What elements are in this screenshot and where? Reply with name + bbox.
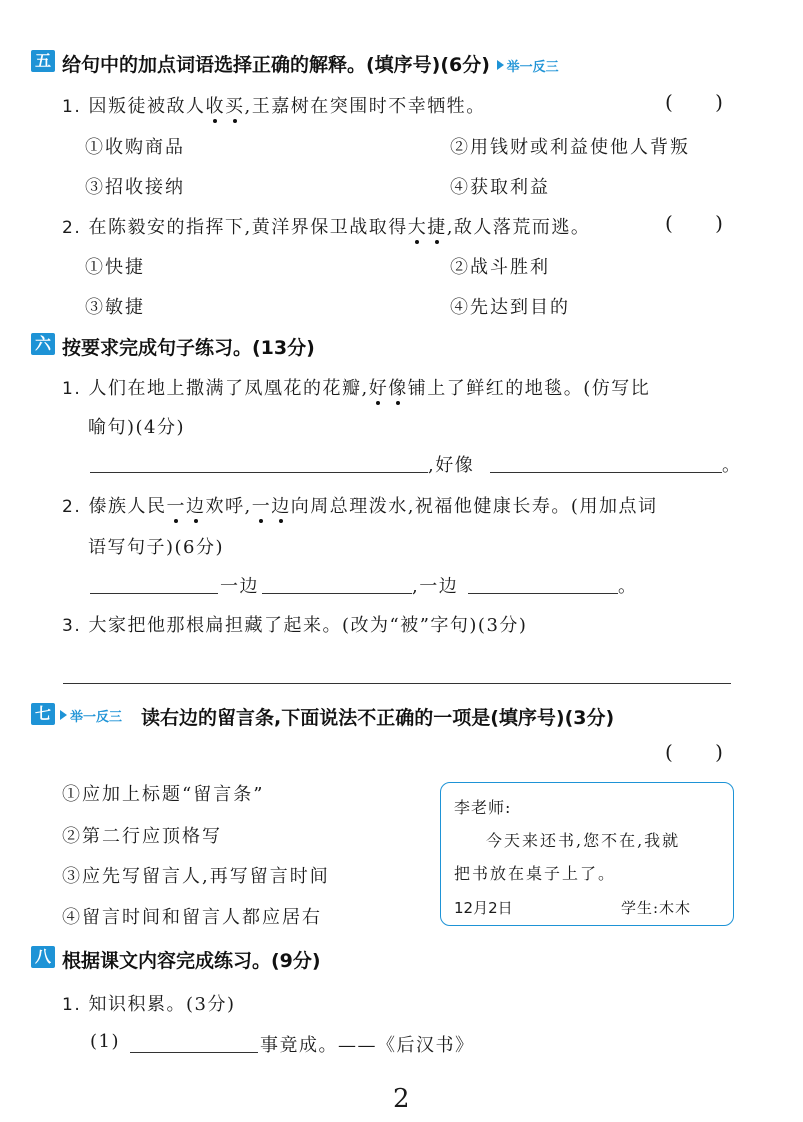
section-5-title bbox=[62, 50, 559, 77]
arrow-right-icon bbox=[60, 710, 67, 720]
answer-blank[interactable] bbox=[130, 1052, 258, 1053]
option-3: ③招收接纳 bbox=[85, 177, 185, 198]
question-text-post: ,敌人落荒而逃。 bbox=[446, 217, 591, 238]
dotted-char: 边 bbox=[185, 496, 206, 517]
answer-blank[interactable] bbox=[90, 593, 218, 594]
blank-connector: ,一边 bbox=[412, 576, 459, 597]
section-5-tag-text: 举一反三 bbox=[506, 60, 559, 75]
question-text-post: ,王嘉树在突围时不幸牺牲。 bbox=[244, 96, 486, 117]
sub-question-number: (1) bbox=[90, 1031, 120, 1052]
question-text: 欢呼, bbox=[205, 496, 252, 517]
question-8-1 bbox=[62, 990, 235, 1016]
option-2: ②用钱财或利益使他人背叛 bbox=[450, 137, 690, 158]
question-text: 知识积累。(3分) bbox=[88, 994, 236, 1015]
question-5-1 bbox=[62, 92, 486, 118]
question-6-1 bbox=[62, 374, 650, 400]
blank-end: 。 bbox=[722, 455, 742, 476]
section-8-badge: 八 bbox=[31, 946, 55, 968]
note-body-line2: 把书放在桌子上了。 bbox=[454, 864, 617, 883]
option-4: ④先达到目的 bbox=[450, 297, 570, 318]
dotted-char: 捷 bbox=[427, 217, 447, 238]
question-number: 1. bbox=[62, 995, 82, 1015]
blank-connector: 一边 bbox=[220, 576, 259, 597]
option-4: ④获取利益 bbox=[450, 177, 550, 198]
note-date: 12月2日 bbox=[454, 899, 513, 917]
question-6-3 bbox=[62, 611, 527, 637]
dotted-char: 买 bbox=[224, 96, 245, 117]
question-text-post: 铺上了鲜红的地毯。(仿写比 bbox=[407, 378, 651, 399]
section-6-badge: 六 bbox=[31, 333, 55, 355]
question-text-pre: 人们在地上撒满了凤凰花的花瓣, bbox=[88, 378, 369, 399]
dotted-char: 一 bbox=[251, 496, 272, 517]
question-text-pre: 因叛徒被敌人 bbox=[88, 96, 206, 117]
answer-blank[interactable] bbox=[490, 472, 722, 473]
dotted-char: 像 bbox=[388, 378, 408, 399]
blank-connector: ,好像 bbox=[428, 455, 475, 476]
arrow-right-icon bbox=[497, 60, 504, 70]
dotted-char: 收 bbox=[205, 96, 225, 117]
section-8-title: 根据课文内容完成练习。(9分) bbox=[62, 950, 321, 972]
option-2: ②战斗胜利 bbox=[450, 257, 550, 278]
section-5-badge: 五 bbox=[31, 50, 55, 72]
dotted-char: 大 bbox=[407, 217, 428, 238]
section-7-badge: 七 bbox=[31, 703, 55, 725]
section-6-title: 按要求完成句子练习。(13分) bbox=[62, 337, 315, 359]
section-7-title: 读右边的留言条,下面说法不正确的一项是(填序号)(3分) bbox=[141, 707, 615, 729]
section-5-tag bbox=[497, 60, 559, 75]
dotted-char: 边 bbox=[271, 496, 291, 517]
question-text: 大家把他那根扁担藏了起来。(改为“被”字句)(3分) bbox=[88, 615, 528, 636]
answer-blank[interactable] bbox=[468, 593, 618, 594]
option-4: ④留言时间和留言人都应居右 bbox=[62, 907, 322, 928]
option-2: ②第二行应顶格写 bbox=[62, 826, 222, 847]
option-3: ③敏捷 bbox=[85, 297, 145, 318]
question-number: 2. bbox=[62, 497, 82, 517]
question-number: 2. bbox=[62, 218, 82, 238]
question-6-2-line2: 语写句子)(6分) bbox=[88, 537, 225, 558]
note-greeting: 李老师: bbox=[454, 798, 512, 817]
dotted-char: 好 bbox=[368, 378, 389, 399]
section-7-tag-text: 举一反三 bbox=[70, 710, 123, 725]
question-text: 向周总理泼水,祝福他健康长寿。(用加点词 bbox=[290, 496, 658, 517]
page-number: 2 bbox=[393, 1084, 410, 1114]
section-7-tag bbox=[60, 706, 122, 725]
question-text-pre: 在陈毅安的指挥下,黄洋界保卫战取得 bbox=[88, 217, 408, 238]
answer-paren[interactable]: ( ) bbox=[665, 90, 741, 114]
question-number: 3. bbox=[62, 616, 82, 636]
option-3: ③应先写留言人,再写留言时间 bbox=[62, 866, 330, 887]
section-5-title-text: 给句中的加点词语选择正确的解释。(填序号)(6分) bbox=[62, 54, 490, 76]
answer-paren[interactable]: ( ) bbox=[665, 740, 741, 764]
question-6-1-line2: 喻句)(4分) bbox=[88, 417, 186, 438]
answer-blank[interactable] bbox=[63, 683, 731, 684]
dotted-char: 一 bbox=[166, 496, 186, 517]
question-text: 傣族人民 bbox=[88, 496, 167, 517]
message-note bbox=[440, 782, 734, 926]
answer-blank[interactable] bbox=[90, 472, 428, 473]
answer-paren[interactable]: ( ) bbox=[665, 211, 741, 235]
note-signer: 学生:木木 bbox=[621, 899, 692, 917]
blank-end: 。 bbox=[618, 576, 638, 597]
question-6-2 bbox=[62, 492, 657, 518]
sub-question-tail: 事竟成。——《后汉书》 bbox=[260, 1035, 475, 1056]
note-body-line1: 今天来还书,您不在,我就 bbox=[486, 831, 681, 850]
option-1: ①快捷 bbox=[85, 257, 145, 278]
question-number: 1. bbox=[62, 97, 82, 117]
option-1: ①应加上标题“留言条” bbox=[62, 784, 265, 805]
option-1: ①收购商品 bbox=[85, 137, 185, 158]
answer-blank[interactable] bbox=[262, 593, 412, 594]
question-number: 1. bbox=[62, 379, 82, 399]
question-5-2 bbox=[62, 213, 590, 239]
